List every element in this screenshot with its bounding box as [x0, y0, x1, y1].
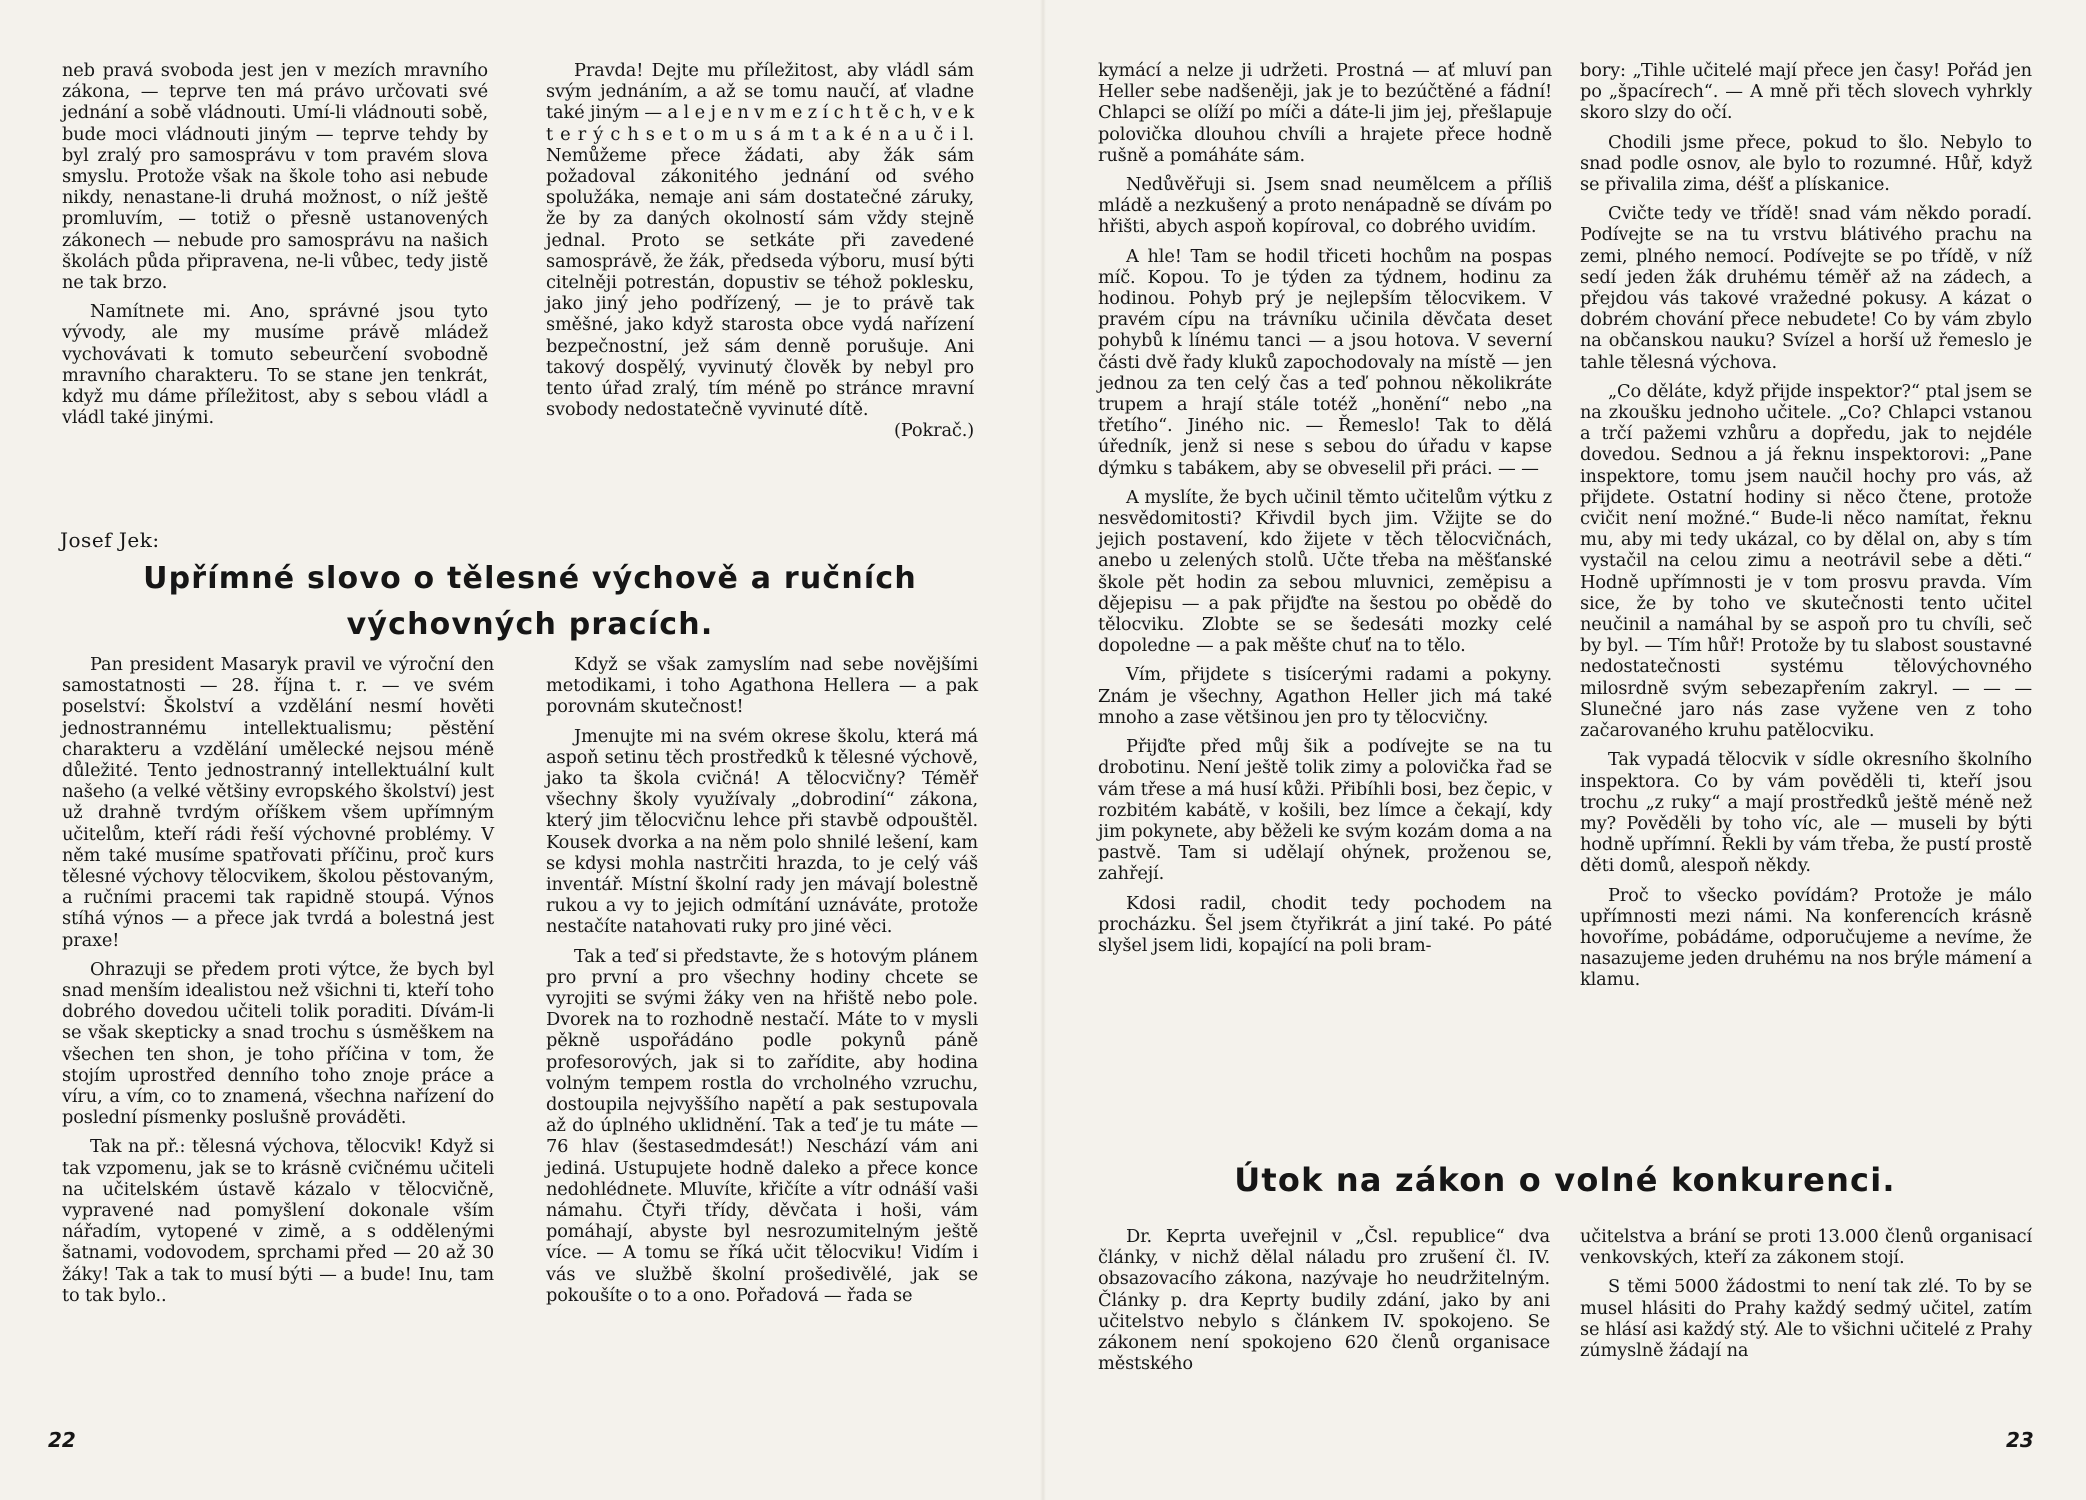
paragraph: Cvičte tedy ve třídě! snad vám někdo poradí. Podívejte se na tu vrstvu blátivého prachu na zemi, plného nemocí. Podívejte se po třídě, v níž sedí jeden žák druhému téměř až na zádech, a přejdou vás takové vražedné pokusy. A kázat o dobrém chování přece nebudete! Co by vám zbylo na občanskou nauku? Svízel a horší už řemeslo je tahle tělesná výchova.	[1580, 203, 2032, 373]
article-headline: Upřímné slovo o tělesné výchově a ručních výchovných pracích.	[143, 561, 917, 642]
paragraph: Namítnete mi. Ano, správné jsou tyto vývody, ale my musíme právě mládež vychovávati k tomuto sebeurčení svobodně mravního charakteru. To se stane jen tenkrát, když mu dáme příležitost, aby s sebou vládl a vládl také jinými.	[62, 301, 488, 429]
paragraph: A hle! Tam se hodil třiceti hochům na pospas míč. Kopou. To je týden za týdnem, hodinu za hodinou. Pohyb prý je nejlepším tělocvikem. V pravém cípu na trávníku učinila děvčata deset pohybů k línému tanci — a jsou hotova. V severní části dvě řady kluků zapochodovaly na místě — jen jednou za ten celý čas a teď pohnou několikráte trupem a hrají stále totéž „honění“ nebo „na třetího“. Jiného nic. — Řemeslo! Tak to dělá úředník, jenž si nese s sebou do úřadu v kapse dýmku s tabákem, aby se obveselil při práci. — —	[1098, 245, 1552, 479]
left-top-column-2	[546, 60, 974, 450]
left-top-column-1	[62, 60, 488, 436]
paragraph: Tak vypadá tělocvik v sídle okresního školního inspektora. Co by vám pověděli ti, kteří jsou trochu „z ruky“ a mají prostředků ještě méně než my? Pověděli by toho víc, ale — museli by býti hodně upřímní. Řekli by vám třeba, že pustí prostě děti domů, alespoň někdy.	[1580, 749, 2032, 877]
right-column-2	[1580, 60, 2032, 999]
page-number-left: 22	[48, 1428, 76, 1452]
paragraph: S těmi 5000 žádostmi to není tak zlé. To by se musel hlásiti do Prahy každý sedmý učitel, zatím se hlásí asi každý stý. Ale to všichni učitelé z Prahy zúmyslně žádají na	[1580, 1276, 2032, 1362]
paragraph: Pan president Masaryk pravil ve výroční den samostatnosti — 28. října t. r. — ve svém poselství: Školství a vzdělání nesmí hověti jednostrannému intellektualismu; pěstění charakteru a vzdělání umělecké nejsou méně důležité. Tento jednostranný intellektuální kult našeho (a velké většiny evropského školství) jest už drahně tvrdým oříškem všem upřímným učitelům, kteří rádi řeší výchovné problémy. V něm také musíme spatřovati příčinu, proč kurs tělesné výchovy tělocvikem, školou pěstovaným, a ručními pracemi tak rapidně stoupá. Výnos stíhá výnos — a přece jak tvrdá a bolestná jest praxe!	[62, 654, 494, 951]
paragraph: Dr. Keprta uveřejnil v „Čsl. republice“ dva články, v nichž dělal náladu pro zrušení čl. IV. obsazovacího zákona, nazývaje ho neudržitelným. Články p. dra Keprty budily zdání, jako by ani učitelstvo nebylo s článkem IV. spokojeno. Se zákonem není spokojeno 620 členů organisace městského	[1098, 1226, 1550, 1375]
paragraph: Jmenujte mi na svém okrese školu, která má aspoň setinu těch prostředků k tělesné výchově, jako ta škola cvičná! A tělocvičny? Téměř všechny školy využívaly „dobrodiní“ zákona, který jim tělocvičnu lehce při stavbě odpouštěl. Kousek dvorka a na něm polo shnilé lešení, kam se kdysi mohla nastrčiti hrazda, to je celý váš inventář. Místní školní rady jen mávají bolestně rukou a vy to jejich odmítání uznáváte, protože nestačíte natahovati ruky pro jiné věci.	[546, 725, 978, 938]
paragraph: Nedůvěřuji si. Jsem snad neumělcem a příliš mládě a nezkušený a proto nenápadně se dívám po hřišti, abych aspoň kopíroval, co dobrého uvidím.	[1098, 174, 1552, 238]
paragraph: neb pravá svoboda jest jen v mezích mravního zákona, — teprve ten má právo určovati své jednání a sobě vládnouti. Umí-li vládnouti sobě, bude moci vládnouti jiným — teprve tehdy by byl zralý pro samosprávu v tom pravém slova smyslu. Protože však na škole toho asi nebude nikdy, nenastane-li druhá možnost, o níž ještě promluvím, — totiž o přesně ustanovených zákonech — nebude pro samosprávu na našich školách půda připravena, ne-li vůbec, tedy jistě ne tak brzo.	[62, 60, 488, 294]
article-column-2	[546, 654, 978, 1314]
paragraph: Když se však zamyslím nad sebe novějšími metodikami, i toho Agathona Hellera — a pak porovnám skutečnost!	[546, 654, 978, 718]
author-byline: Josef Jek:	[60, 528, 160, 552]
paragraph: kymácí a nelze ji udržeti. Prostná — ať mluví pan Heller sebe nadšeněji, jak je to bezúčtěné a fádní! Chlapci se olíží po míči a dáte-li jim jej, přešlapuje polovička dlouhou chvíli a hrajete přece hodně rušně a pomáháte sám.	[1098, 60, 1552, 166]
paragraph: bory: „Tihle učitelé mají přece jen časy! Pořád jen po „špacírech“. — A mně při těch slovech vyhrkly skoro slzy do očí.	[1580, 60, 2032, 124]
article2-column-1	[1098, 1226, 1550, 1382]
article2-column-2	[1580, 1226, 2032, 1369]
paragraph: Kdosi radil, chodit tedy pochodem na procházku. Šel jsem čtyřikrát a jiní také. Po páté slyšel jsem lidi, kopající na poli bram-	[1098, 892, 1552, 956]
page-gutter	[1040, 0, 1046, 1500]
paragraph: Proč to všecko povídám? Protože je málo upřímnosti mezi námi. Na konferencích krásně hovoříme, pobádáme, odporučujeme a nevíme, že nasazujeme jeden druhému na nos brýle mámení a klamu.	[1580, 884, 2032, 991]
continuation-note: (Pokrač.)	[894, 420, 974, 442]
paragraph: Tak na př.: tělesná výchova, tělocvik! Když si tak vzpomenu, jak se to krásně cvičnému učiteli na učitelském ústavě kázalo v tělocvičně, vypravené nad pomyšlení dokonale vším nářadím, vytopené v zimě, a s oddělenými šatnami, vodovodem, sprchami před — 20 až 30 žáky! Tak a tak to musí býti — a bude! Inu, tam to tak bylo..	[62, 1136, 494, 1306]
paragraph: Vím, přijdete s tisícerými radami a pokyny. Znám je všechny, Agathon Heller jich má také mnoho a zase většinou jen pro ty tělocvičny.	[1098, 664, 1552, 728]
paragraph: Chodili jsme přece, pokud to šlo. Nebylo to snad podle osnov, ale bylo to rozumné. Hůř, když se přivalila zima, déšť a plískanice.	[1580, 131, 2032, 196]
article-column-1	[62, 654, 494, 1314]
page-number-right: 23	[2006, 1428, 2034, 1452]
article-headline-2: Útok na zákon o volné konkurenci.	[1234, 1161, 1896, 1199]
paragraph: Pravda! Dejte mu příležitost, aby vládl sám svým jednáním, a až se tomu naučí, ať vladne také jiným — a l e j e n v m e z í c h t ě c h, v e k t e r ý c h s e t o m u s á m t a k é n a u č i l. Nemůžeme přece žádati, aby žák sám požadoval zákonitého jednání od svého spolužáka, nemaje ani sám dostatečné záruky, že by za daných okolností sám vždy stejně jednal. Proto se setkáte při zavedené samosprávě, že žák, předseda výboru, musí býti citelněji potrestán, dopustiv se téhož poklesku, jako jiný jeho podřízený, — je to právě tak směšné, jako když starosta obce vydá nařízení bezpečnostní, jež sám denně porušuje. Ani takový dospělý, vyvinutý člověk by nebyl pro tento úřad zralý, tím méně po stránce mravní svobody nedostatečně vyvinuté dítě.	[546, 60, 974, 421]
paragraph: „Co děláte, když přijde inspektor?“ ptal jsem se na zkoušku jednoho učitele. „Co? Chlapci vstanou a trčí pažemi vzhůru a dopředu, jak to nejdéle dovedou. Sednou a já řeknu inspektorovi: „Pane inspektore, tomu jsem naučil hochy pro vás, až přijdete. Ostatní hodiny si něco čtene, protože cvičit není možné.“ Bude-li něco namítat, řeknu mu, aby mi tedy ukázal, co by dělal on, aby s tím vystačil na celou zimu a neotrávil sebe a děti.“ Hodně upřímnosti je v tom prosvu pravda. Vím sice, že by toho ve skutečnosti tento učitel neučinil a namáhal by se aspoň pro tu chvíli, seč by byl. — Tím hůř! Protože by tu slabost soustavné nedostatečnosti systému tělovýchovného milosrdně svým sebezapřením zakryl. — — — Slunečné jaro nás zase vyžene ven z toho začarovaného kruhu patělocviku.	[1580, 380, 2032, 742]
paragraph: Tak a teď si představte, že s hotovým plánem pro první a pro všechny hodiny chcete se vyrojiti se svými žáky ven na hřiště nebo pole. Dvorek na to rozhodně nestačí. Máte to v mysli pěkně uspořádáno podle pokynů páně profesorových, jak si to zařídite, aby hodina volným tempem rostla do vrcholného vzruchu, dostoupila nejvyššího napětí a pak sestupovala až do úplného uklidnění. Tak a teď je tu máte — 76 hlav (šestasedmdesát!) Neschází vám ani jediná. Ustupujete hodně daleko a přece konce nedohlédnete. Mluvíte, křičíte a vítr odnáší vaši námahu. Čtyři třídy, děvčata i hoši, vám pomáhají, abyste byl nesrozumitelným ještě více. — A tomu se říká učit tělocviku! Vidím i vás ve službě školní prošedivělé, jak se pokoušíte o to a ono. Pořadová — řada se	[546, 945, 978, 1306]
right-column-1	[1098, 60, 1552, 964]
paragraph: Ohrazuji se předem proti výtce, že bych byl snad menším idealistou než všichni ti, kteří toho dobrého dovedou učiteli tolik poraditi. Dívám-li se však skepticky a snad trochu s úsměškem na všechen ten shon, je toho příčina v tom, že stojím uprostřed denního toho znoje práce a víru, a vím, co to znamená, všechna nařízení do poslední písmenky poslušně prováděti.	[62, 958, 494, 1129]
paragraph: A myslíte, že bych učinil těmto učitelům výtku z nesvědomitosti? Křivdil bych jim. Vžijte se do jejich postavení, kdo žijete v těch tělocvičnách, anebo u zelených stolů. Učte třeba na měšťanské škole pět hodin za sebou mluvnici, zeměpisu a dějepisu — a pak přijďte na šestou po obědě do tělocviku. Zlobte se se šedesáti mozky celé dopoledne — a pak měšte chuť na to tělo.	[1098, 486, 1552, 657]
paragraph: Přijďte před můj šik a podívejte se na tu drobotinu. Není ještě tolik zimy a polovička řad se vám třese a má husí kůži. Přibíhli bosi, bez čepic, v rozbitém kabátě, v košili, bez límce a čekají, kdy jim pokynete, aby běželi ke svým kozám doma a na pastvě. Tam si udělají ohýnek, proženou se, zahřejí.	[1098, 736, 1552, 885]
paragraph: učitelstva a brání se proti 13.000 členů organisací venkovských, kteří za zákonem stojí.	[1580, 1226, 2032, 1269]
